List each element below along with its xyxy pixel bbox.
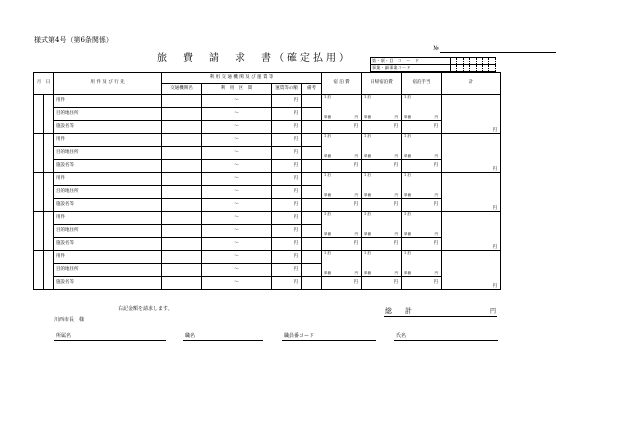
section-cell[interactable] (202, 147, 272, 160)
position-label: 職名 (185, 333, 196, 339)
yen-unit: 円 (434, 231, 438, 236)
unit-price-label: 単価 (364, 114, 371, 119)
day-cell[interactable] (44, 173, 54, 212)
non-lodging-cell[interactable] (362, 251, 402, 277)
yen-unit: 円 (293, 201, 298, 207)
non-lodging-subtotal-cell[interactable] (362, 277, 402, 290)
fare-cell[interactable] (272, 264, 302, 277)
section-dash: ～ (234, 188, 239, 194)
remarks-header: 備考 (302, 84, 322, 95)
non-lodging-subtotal-cell[interactable] (362, 121, 402, 134)
yen-unit: 円 (393, 279, 398, 285)
entry-row (34, 173, 501, 186)
month-cell[interactable] (34, 212, 44, 251)
section-cell[interactable] (202, 264, 272, 277)
allowance-subtotal-cell[interactable] (402, 199, 442, 212)
unit-price-label: 単価 (364, 192, 371, 197)
staff-code-line (282, 340, 376, 341)
code-row-item (371, 58, 496, 65)
fare-cell[interactable] (272, 173, 302, 186)
non-lodging-cell[interactable] (362, 173, 402, 199)
purpose-cell[interactable] (54, 134, 162, 147)
section-dash: ～ (234, 110, 239, 116)
transport-cell[interactable] (162, 134, 202, 147)
allowance-cell[interactable] (402, 95, 442, 121)
yen-unit: 円 (353, 123, 358, 129)
yen-unit: 円 (293, 188, 298, 194)
yen-unit: 円 (293, 175, 298, 181)
remarks-cell[interactable] (302, 160, 322, 173)
yen-unit: 円 (293, 123, 298, 129)
remarks-cell[interactable] (302, 225, 322, 238)
section-dash: ～ (234, 214, 239, 220)
remarks-cell[interactable] (302, 186, 322, 199)
unit-price-label: 単価 (364, 270, 371, 275)
transport-cell[interactable] (162, 173, 202, 186)
fare-header: 運賃等の額 (272, 84, 302, 95)
nights-label: 1 泊 (404, 251, 411, 255)
remarks-cell[interactable] (302, 251, 322, 264)
transport-group-header: 利 用 交 通 機 関 及 び 運 賃 等 (162, 73, 322, 84)
unit-price-label: 単価 (324, 114, 331, 119)
remarks-cell[interactable] (302, 134, 322, 147)
nights-label: 1 泊 (404, 212, 411, 216)
unit-price-label: 単価 (324, 153, 331, 158)
unit-price-label: 単価 (404, 153, 411, 158)
unit-price-label: 単価 (364, 153, 371, 158)
month-cell[interactable] (34, 251, 44, 290)
fare-cell[interactable] (272, 199, 302, 212)
section-cell[interactable] (202, 212, 272, 225)
yen-unit: 円 (293, 97, 298, 103)
allowance-cell[interactable] (402, 212, 442, 238)
grand-total-line (384, 316, 497, 317)
allowance-subtotal-cell[interactable] (402, 277, 442, 290)
allowance-subtotal-cell[interactable] (402, 160, 442, 173)
yen-unit: 円 (354, 114, 358, 119)
yen-unit: 円 (354, 231, 358, 236)
remarks-cell[interactable] (302, 212, 322, 225)
month-cell[interactable] (34, 95, 44, 134)
section-header: 利 用 区 間 (202, 84, 272, 95)
unit-price-label: 単価 (364, 231, 371, 236)
lodging-subtotal-cell[interactable] (322, 121, 362, 134)
allowance-cell[interactable] (402, 251, 442, 277)
entry-total-cell[interactable] (442, 212, 501, 251)
transport-cell[interactable] (162, 238, 202, 251)
facility-label: 施設名等 (56, 162, 74, 168)
non-lodging-cell[interactable] (362, 95, 402, 121)
transport-cell[interactable] (162, 147, 202, 160)
destination-cell[interactable] (54, 108, 162, 121)
code-table (370, 57, 496, 72)
facility-cell[interactable] (54, 160, 162, 173)
lodging-cell[interactable] (322, 95, 362, 121)
yen-unit: 円 (393, 240, 398, 246)
fare-cell[interactable] (272, 95, 302, 108)
transport-cell[interactable] (162, 121, 202, 134)
lodging-header: 宿 泊 費 (322, 73, 362, 95)
month-day-header: 月 日 (34, 73, 54, 95)
position-line (183, 340, 263, 341)
month-cell[interactable] (34, 134, 44, 173)
destination-label: 目的地住所 (56, 227, 79, 233)
transport-header: 交通機関名 (162, 84, 202, 95)
remarks-cell[interactable] (302, 95, 322, 108)
yen-unit: 円 (353, 162, 358, 168)
entry-row (34, 238, 501, 251)
fare-cell[interactable] (272, 147, 302, 160)
section-dash: ～ (234, 227, 239, 233)
yen-unit: 円 (433, 162, 438, 168)
destination-label: 目的地住所 (56, 188, 79, 194)
non-lodging-subtotal-cell[interactable] (362, 160, 402, 173)
section-cell[interactable] (202, 134, 272, 147)
page-title: 旅 費 請 求 書（確定払用） (157, 53, 352, 64)
total-header: 計 (442, 73, 501, 95)
name-label: 氏名 (396, 333, 407, 339)
transport-cell[interactable] (162, 225, 202, 238)
purpose-cell[interactable] (54, 95, 162, 108)
allowance-cell[interactable] (402, 173, 442, 199)
dept-label: 所属名 (56, 333, 72, 339)
nights-label: 1 泊 (364, 173, 371, 177)
yen-unit: 円 (293, 149, 298, 155)
transport-cell[interactable] (162, 264, 202, 277)
day-cell[interactable] (44, 251, 54, 290)
section-dash: ～ (234, 123, 239, 129)
request-note: 右記金額を請求します。 (118, 306, 173, 312)
yen-unit: 円 (393, 201, 398, 207)
entry-row (34, 160, 501, 173)
fare-cell[interactable] (272, 186, 302, 199)
facility-cell[interactable] (54, 238, 162, 251)
yen-unit: 円 (394, 153, 398, 158)
destination-label: 目的地住所 (56, 149, 79, 155)
remarks-cell[interactable] (302, 147, 322, 160)
transport-cell[interactable] (162, 95, 202, 108)
yen-unit: 円 (293, 240, 298, 246)
yen-unit: 円 (293, 110, 298, 116)
form-id: 様式第4号（第6条関係） (34, 36, 113, 44)
yen-unit: 円 (354, 270, 358, 275)
dept-line (54, 340, 166, 341)
yen-unit: 円 (394, 192, 398, 197)
remarks-cell[interactable] (302, 238, 322, 251)
entry-row (34, 212, 501, 225)
item-code-label: 第・項・目 コ ー ド (371, 58, 451, 65)
yen-unit: 円 (353, 240, 358, 246)
destination-label: 目的地住所 (56, 266, 79, 272)
transport-cell[interactable] (162, 199, 202, 212)
purpose-label: 用件 (56, 136, 65, 142)
name-line (394, 340, 498, 341)
nights-label: 1 泊 (364, 134, 371, 138)
entry-row (34, 251, 501, 264)
section-cell[interactable] (202, 186, 272, 199)
allowance-header: 宿泊手当 (402, 73, 442, 95)
lodging-cell[interactable] (322, 212, 362, 238)
nights-label: 1 泊 (404, 95, 411, 99)
month-cell[interactable] (34, 173, 44, 212)
remarks-cell[interactable] (302, 264, 322, 277)
remarks-cell[interactable] (302, 108, 322, 121)
remarks-cell[interactable] (302, 199, 322, 212)
grand-total-unit: 円 (490, 308, 497, 315)
purpose-cell[interactable] (54, 251, 162, 264)
section-cell[interactable] (202, 225, 272, 238)
facility-label: 施設名等 (56, 123, 74, 129)
lodging-cell[interactable] (322, 134, 362, 160)
yen-unit: 円 (394, 114, 398, 119)
transport-cell[interactable] (162, 108, 202, 121)
purpose-label: 用件 (56, 214, 65, 220)
non-lodging-cell[interactable] (362, 212, 402, 238)
non-lodging-subtotal-cell[interactable] (362, 238, 402, 251)
yen-unit: 円 (433, 123, 438, 129)
purpose-label: 用件 (56, 253, 65, 259)
section-dash: ～ (234, 253, 239, 259)
entry-total-cell[interactable] (442, 95, 501, 134)
lodging-subtotal-cell[interactable] (322, 238, 362, 251)
yen-unit: 円 (393, 162, 398, 168)
section-cell[interactable] (202, 95, 272, 108)
grand-total-label: 総 計 (385, 307, 415, 315)
facility-label: 施設名等 (56, 240, 74, 246)
header-row (34, 73, 501, 84)
purpose-cell[interactable] (54, 212, 162, 225)
destination-label: 目的地住所 (56, 110, 79, 116)
yen-unit: 円 (434, 114, 438, 119)
yen-unit: 円 (293, 253, 298, 259)
facility-cell[interactable] (54, 199, 162, 212)
yen-unit: 円 (394, 270, 398, 275)
transport-cell[interactable] (162, 277, 202, 290)
unit-price-label: 単価 (404, 192, 411, 197)
nights-label: 1 泊 (404, 134, 411, 138)
day-cell[interactable] (44, 134, 54, 173)
entry-row (34, 95, 501, 108)
fare-cell[interactable] (272, 212, 302, 225)
allowance-subtotal-cell[interactable] (402, 238, 442, 251)
transport-cell[interactable] (162, 251, 202, 264)
yen-unit: 円 (293, 162, 298, 168)
non-lodging-subtotal-cell[interactable] (362, 199, 402, 212)
yen-unit: 円 (434, 192, 438, 197)
section-cell[interactable] (202, 251, 272, 264)
yen-unit: 円 (394, 231, 398, 236)
purpose-label: 用件 (56, 175, 65, 181)
fare-cell[interactable] (272, 134, 302, 147)
entry-row (34, 121, 501, 134)
section-dash: ～ (234, 279, 239, 285)
unit-price-label: 単価 (324, 231, 331, 236)
code-row-project (371, 65, 496, 72)
yen-unit: 円 (293, 266, 298, 272)
yen-unit: 円 (353, 279, 358, 285)
destination-cell[interactable] (54, 186, 162, 199)
nights-label: 1 泊 (324, 212, 331, 216)
yen-unit: 円 (492, 127, 497, 133)
yen-unit: 円 (433, 240, 438, 246)
section-dash: ～ (234, 97, 239, 103)
section-dash: ～ (234, 162, 239, 168)
nights-label: 1 泊 (324, 95, 331, 99)
addressee: 川西市長 様 (54, 317, 85, 323)
day-cell[interactable] (44, 212, 54, 251)
transport-cell[interactable] (162, 212, 202, 225)
purpose-header: 用 件 及 び 行 先 (54, 73, 162, 95)
fare-cell[interactable] (272, 160, 302, 173)
section-cell[interactable] (202, 121, 272, 134)
document-number-line (440, 52, 556, 53)
lodging-subtotal-cell[interactable] (322, 277, 362, 290)
section-dash: ～ (234, 240, 239, 246)
section-cell[interactable] (202, 199, 272, 212)
project-code-label: 事業・細事業コード (371, 65, 451, 72)
section-dash: ～ (234, 136, 239, 142)
document-number-label: № (433, 45, 439, 52)
allowance-cell[interactable] (402, 134, 442, 160)
yen-unit: 円 (353, 201, 358, 207)
unit-price-label: 単価 (404, 231, 411, 236)
facility-cell[interactable] (54, 277, 162, 290)
fare-cell[interactable] (272, 225, 302, 238)
destination-cell[interactable] (54, 147, 162, 160)
nights-label: 1 泊 (364, 212, 371, 216)
section-cell[interactable] (202, 173, 272, 186)
section-dash: ～ (234, 266, 239, 272)
destination-cell[interactable] (54, 264, 162, 277)
expense-table (33, 72, 501, 290)
yen-unit: 円 (293, 279, 298, 285)
nights-label: 1 泊 (404, 173, 411, 177)
entry-row (34, 134, 501, 147)
fare-cell[interactable] (272, 277, 302, 290)
nights-label: 1 泊 (364, 95, 371, 99)
unit-price-label: 単価 (324, 192, 331, 197)
nights-label: 1 泊 (324, 134, 331, 138)
nights-label: 1 泊 (324, 251, 331, 255)
yen-unit: 円 (434, 270, 438, 275)
yen-unit: 円 (293, 214, 298, 220)
allowance-subtotal-cell[interactable] (402, 121, 442, 134)
lodging-subtotal-cell[interactable] (322, 160, 362, 173)
entry-total-cell[interactable] (442, 134, 501, 173)
code-box[interactable] (489, 65, 496, 72)
yen-unit: 円 (492, 166, 497, 172)
lodging-subtotal-cell[interactable] (322, 199, 362, 212)
yen-unit: 円 (433, 201, 438, 207)
section-cell[interactable] (202, 238, 272, 251)
transport-cell[interactable] (162, 186, 202, 199)
facility-cell[interactable] (54, 121, 162, 134)
unit-price-label: 単価 (324, 270, 331, 275)
purpose-cell[interactable] (54, 173, 162, 186)
remarks-cell[interactable] (302, 277, 322, 290)
fare-cell[interactable] (272, 121, 302, 134)
yen-unit: 円 (492, 205, 497, 211)
remarks-cell[interactable] (302, 121, 322, 134)
entry-total-cell[interactable] (442, 251, 501, 290)
unit-price-label: 単価 (404, 270, 411, 275)
yen-unit: 円 (434, 153, 438, 158)
entry-row (34, 199, 501, 212)
destination-cell[interactable] (54, 225, 162, 238)
section-dash: ～ (234, 175, 239, 181)
fare-cell[interactable] (272, 251, 302, 264)
section-cell[interactable] (202, 160, 272, 173)
yen-unit: 円 (293, 227, 298, 233)
section-dash: ～ (234, 149, 239, 155)
non-lodging-header: 日帰宿泊費 (362, 73, 402, 95)
lodging-cell[interactable] (322, 173, 362, 199)
fare-cell[interactable] (272, 238, 302, 251)
facility-label: 施設名等 (56, 279, 74, 285)
entry-row (34, 277, 501, 290)
yen-unit: 円 (293, 136, 298, 142)
section-cell[interactable] (202, 108, 272, 121)
unit-price-label: 単価 (404, 114, 411, 119)
staff-code-label: 職員番コード (284, 333, 315, 339)
yen-unit: 円 (393, 123, 398, 129)
purpose-label: 用件 (56, 97, 65, 103)
facility-label: 施設名等 (56, 201, 74, 207)
entry-total-cell[interactable] (442, 173, 501, 212)
day-cell[interactable] (44, 95, 54, 134)
yen-unit: 円 (492, 283, 497, 289)
remarks-cell[interactable] (302, 173, 322, 186)
section-dash: ～ (234, 201, 239, 207)
code-box[interactable] (489, 58, 496, 65)
transport-cell[interactable] (162, 160, 202, 173)
section-cell[interactable] (202, 277, 272, 290)
yen-unit: 円 (492, 244, 497, 250)
nights-label: 1 泊 (324, 173, 331, 177)
fare-cell[interactable] (272, 108, 302, 121)
yen-unit: 円 (354, 153, 358, 158)
nights-label: 1 泊 (364, 251, 371, 255)
lodging-cell[interactable] (322, 251, 362, 277)
yen-unit: 円 (354, 192, 358, 197)
non-lodging-cell[interactable] (362, 134, 402, 160)
yen-unit: 円 (433, 279, 438, 285)
